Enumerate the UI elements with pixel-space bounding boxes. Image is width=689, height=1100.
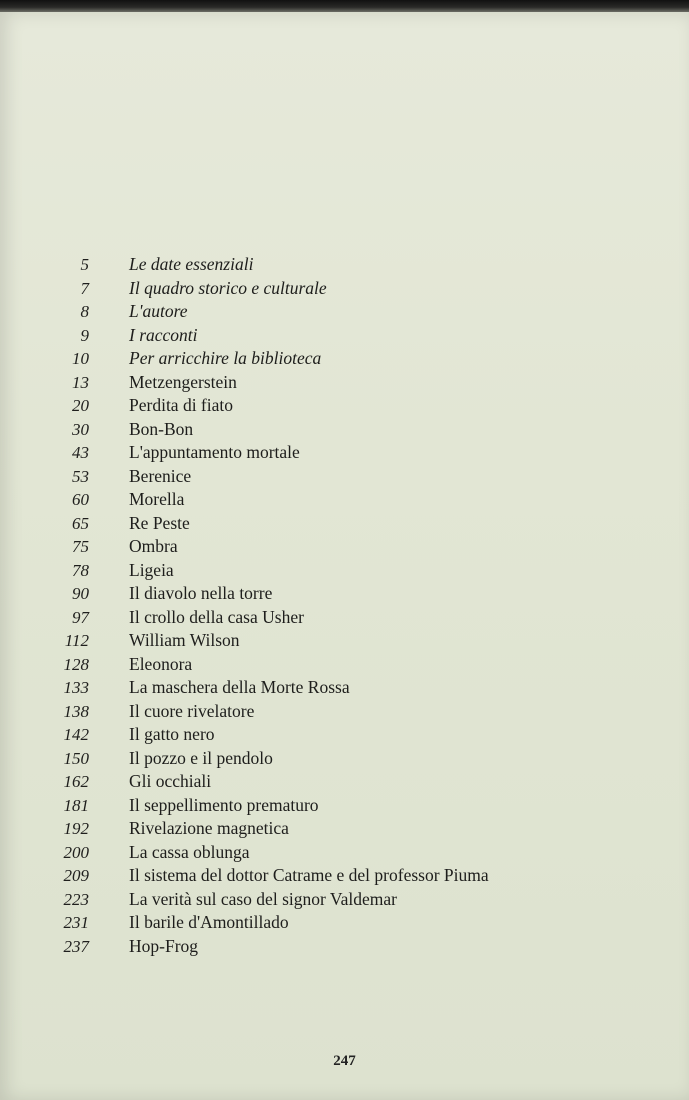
toc-page-number: 9 bbox=[80, 325, 89, 345]
toc-entry-title: Il cuore rivelatore bbox=[129, 700, 255, 721]
toc-page-number: 150 bbox=[63, 748, 89, 768]
toc-entry-title: William Wilson bbox=[129, 630, 240, 650]
toc-entry bbox=[0, 277, 689, 301]
toc-entry-title: Il seppellimento prematuro bbox=[129, 794, 319, 815]
toc-entry-title: Metzengerstein bbox=[129, 371, 237, 392]
toc-entry bbox=[0, 394, 689, 418]
toc-entry bbox=[0, 488, 689, 512]
toc-page-number: 200 bbox=[63, 842, 89, 862]
toc-entry-title: La verità sul caso del signor Valdemar bbox=[129, 888, 397, 909]
toc-entry-title: Per arricchire la biblioteca bbox=[129, 348, 322, 368]
toc-page-number: 90 bbox=[72, 584, 89, 603]
page-number: 247 bbox=[333, 1053, 356, 1069]
toc-entry-title: L'appuntamento mortale bbox=[129, 442, 300, 462]
toc-entry-title: Re Peste bbox=[129, 512, 190, 533]
toc-entry bbox=[0, 794, 689, 818]
toc-page-number: 5 bbox=[80, 255, 89, 274]
toc-page-number: 7 bbox=[80, 278, 89, 298]
toc-entry-title: Le date essenziali bbox=[129, 254, 254, 274]
toc-page-number: 128 bbox=[63, 654, 89, 674]
toc-page-number: 60 bbox=[72, 490, 89, 509]
toc-entry-title: Il diavolo nella torre bbox=[129, 583, 273, 603]
toc-entry-title: Gli occhiali bbox=[129, 771, 212, 791]
toc-entry bbox=[0, 653, 689, 677]
toc-entry bbox=[0, 300, 689, 324]
toc-entry-title: Hop-Frog bbox=[129, 935, 199, 956]
toc-page-number: 78 bbox=[72, 560, 89, 580]
toc-entry bbox=[0, 324, 689, 348]
toc-entry bbox=[0, 817, 689, 841]
toc-entry-title: Berenice bbox=[129, 465, 192, 486]
toc-entry-title: Il quadro storico e culturale bbox=[129, 277, 327, 298]
toc-entry bbox=[0, 559, 689, 583]
toc-entry bbox=[0, 888, 689, 912]
toc-page-number: 237 bbox=[63, 936, 89, 956]
toc-page-number: 65 bbox=[72, 513, 89, 533]
toc-entry bbox=[0, 629, 689, 653]
toc-page-number: 43 bbox=[72, 443, 89, 462]
toc-page-number: 30 bbox=[72, 419, 89, 439]
toc-entry bbox=[0, 253, 689, 277]
toc-entry bbox=[0, 770, 689, 794]
toc-entry-title: Il sistema del dottor Catrame e del professor Piuma bbox=[129, 865, 489, 885]
toc-entry-title: Il crollo della casa Usher bbox=[129, 606, 304, 627]
toc-page-number: 8 bbox=[80, 302, 89, 321]
toc-entry bbox=[0, 465, 689, 489]
toc-page-number: 231 bbox=[63, 913, 89, 932]
toc-entry-title: I racconti bbox=[129, 324, 198, 345]
toc-entry-title: Eleonora bbox=[129, 653, 193, 674]
toc-entry bbox=[0, 582, 689, 606]
toc-entry bbox=[0, 841, 689, 865]
toc-page-number: 138 bbox=[63, 701, 89, 721]
toc-entry bbox=[0, 723, 689, 747]
toc-page-number: 209 bbox=[63, 866, 89, 885]
toc-entry-title: Il gatto nero bbox=[129, 724, 215, 744]
toc-entry-title: Morella bbox=[129, 489, 185, 509]
toc-page-number: 10 bbox=[72, 349, 89, 368]
toc-entry-title: La cassa oblunga bbox=[129, 841, 250, 862]
toc-entry bbox=[0, 864, 689, 888]
toc-page-number: 20 bbox=[72, 396, 89, 415]
toc-entry bbox=[0, 418, 689, 442]
toc-entry bbox=[0, 441, 689, 465]
toc-entry-title: Ombra bbox=[129, 536, 178, 556]
toc-entry bbox=[0, 700, 689, 724]
toc-entry bbox=[0, 911, 689, 935]
toc-page-number: 142 bbox=[63, 725, 89, 744]
toc-entry-title: Rivelazione magnetica bbox=[129, 818, 289, 838]
toc-page-number: 112 bbox=[64, 631, 89, 650]
toc-entry bbox=[0, 512, 689, 536]
toc-entry bbox=[0, 371, 689, 395]
toc-page-number: 181 bbox=[63, 795, 89, 815]
toc-page-number: 75 bbox=[72, 537, 89, 556]
toc-entry bbox=[0, 676, 689, 700]
toc-page-number: 97 bbox=[72, 607, 89, 627]
toc-page-number: 192 bbox=[63, 819, 89, 838]
toc-entry-title: L'autore bbox=[129, 301, 188, 321]
toc-entry-title: Il barile d'Amontillado bbox=[129, 912, 289, 932]
scan-top-edge bbox=[0, 0, 689, 12]
toc-entry-title: Bon-Bon bbox=[129, 418, 194, 439]
toc-page-number: 133 bbox=[63, 678, 89, 697]
toc-entry bbox=[0, 747, 689, 771]
toc-entry-title: La maschera della Morte Rossa bbox=[129, 677, 350, 697]
toc-entry-title: Il pozzo e il pendolo bbox=[129, 747, 273, 768]
toc-entry-title: Perdita di fiato bbox=[129, 395, 234, 415]
toc-entry bbox=[0, 606, 689, 630]
toc-page-number: 223 bbox=[63, 889, 89, 909]
toc-entry bbox=[0, 535, 689, 559]
toc-entry bbox=[0, 935, 689, 959]
toc-entry bbox=[0, 347, 689, 371]
toc-entry-title: Ligeia bbox=[129, 559, 174, 580]
toc-page-number: 13 bbox=[72, 372, 89, 392]
toc-page-number: 53 bbox=[72, 466, 89, 486]
toc-page-number: 162 bbox=[63, 772, 89, 791]
table-of-contents bbox=[0, 253, 689, 958]
